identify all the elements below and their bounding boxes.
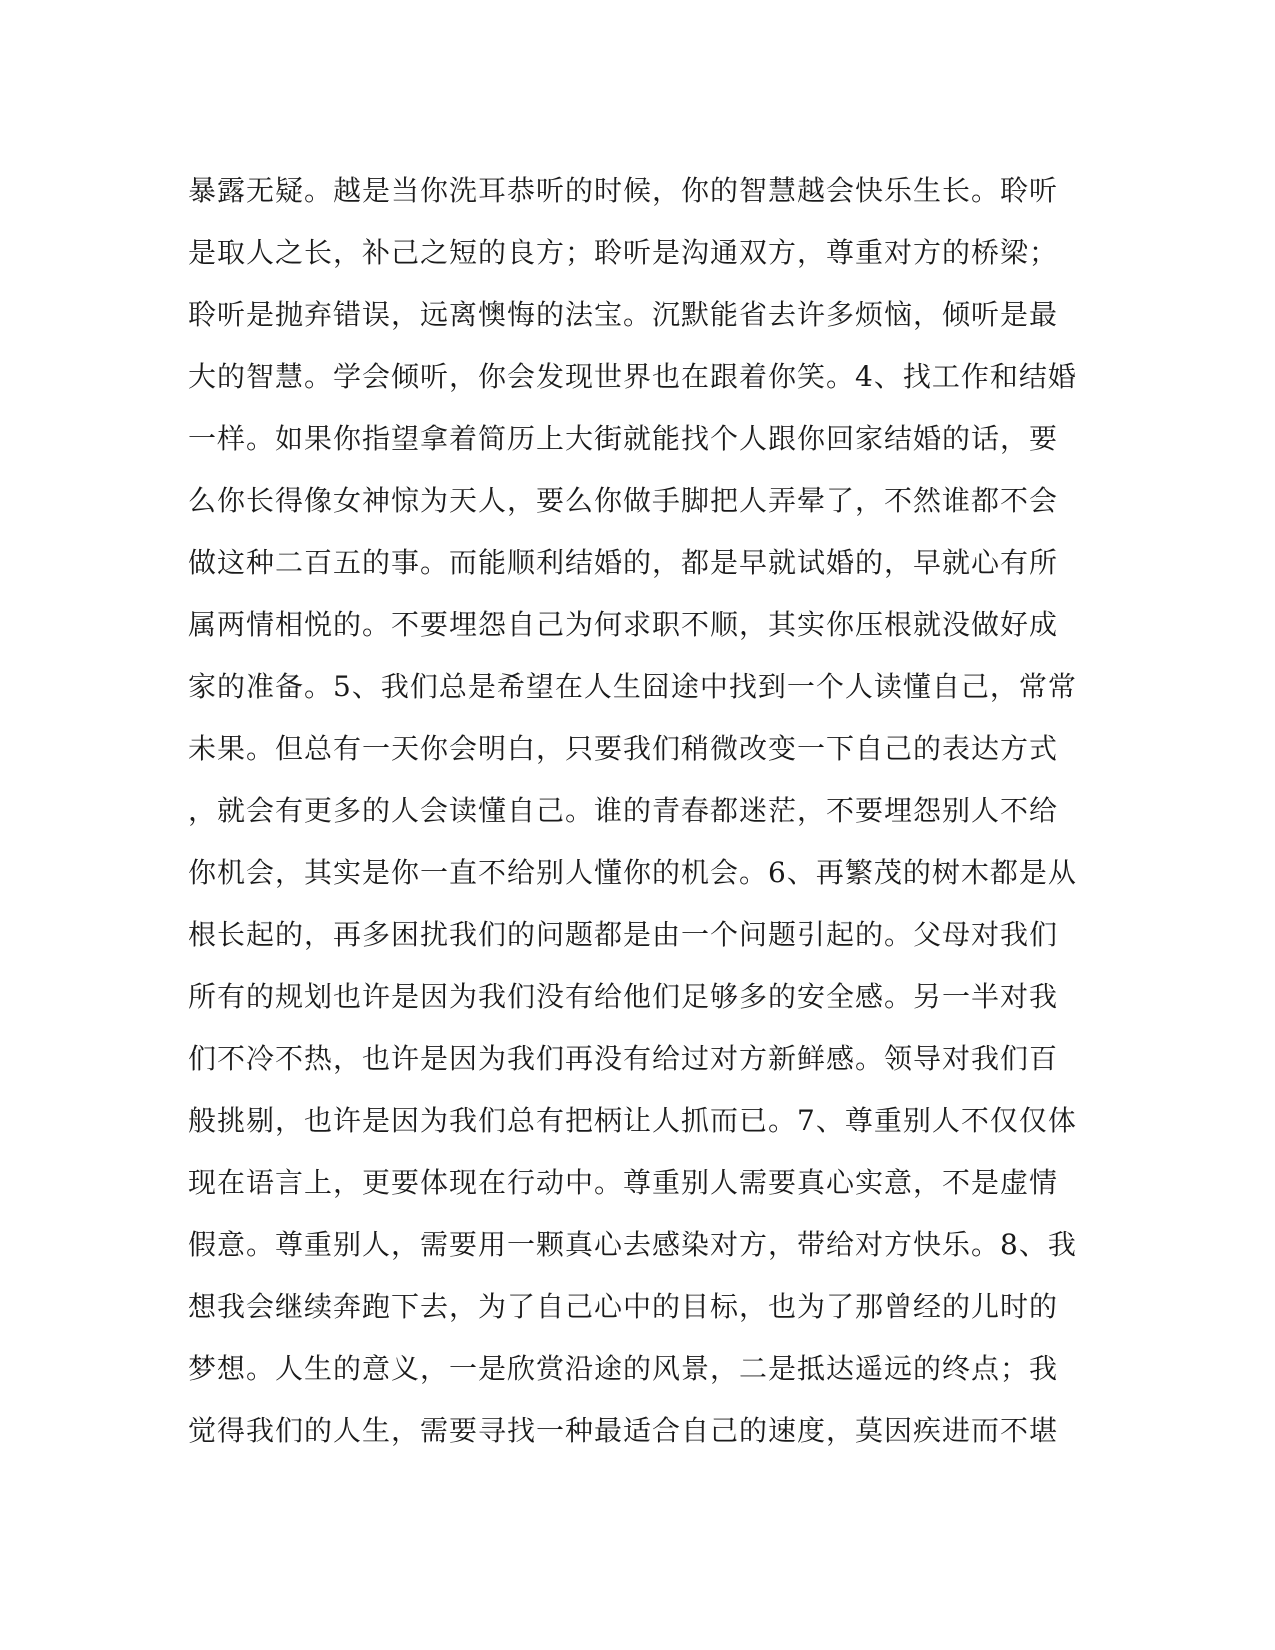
text-line: 做这种二百五的事。而能顺利结婚的，都是早就试婚的，早就心有所 bbox=[188, 546, 1059, 579]
text-line: 假意。尊重别人，需要用一颗真心去感染对方，带给对方快乐。8、我 bbox=[188, 1228, 1077, 1261]
text-line: 你机会，其实是你一直不给别人懂你的机会。6、再繁茂的树木都是从 bbox=[188, 856, 1077, 889]
text-line: 梦想。人生的意义，一是欣赏沿途的风景，二是抵达遥远的终点；我 bbox=[188, 1352, 1059, 1385]
text-line: 想我会继续奔跑下去，为了自己心中的目标，也为了那曾经的儿时的 bbox=[188, 1290, 1059, 1323]
text-line: 们不冷不热，也许是因为我们再没有给过对方新鲜感。领导对我们百 bbox=[188, 1042, 1059, 1075]
text-line: 大的智慧。学会倾听，你会发现世界也在跟着你笑。4、找工作和结婚 bbox=[188, 360, 1077, 393]
text-line: 觉得我们的人生，需要寻找一种最适合自己的速度，莫因疾进而不堪 bbox=[188, 1414, 1059, 1447]
text-line: 聆听是抛弃错误，远离懊悔的法宝。沉默能省去许多烦恼，倾听是最 bbox=[188, 298, 1059, 331]
text-line: 是取人之长，补己之短的良方；聆听是沟通双方，尊重对方的桥梁； bbox=[188, 236, 1059, 269]
text-line: ，就会有更多的人会读懂自己。谁的青春都迷茫，不要埋怨别人不给 bbox=[188, 794, 1059, 827]
text-line: 未果。但总有一天你会明白，只要我们稍微改变一下自己的表达方式 bbox=[188, 732, 1059, 765]
body-text bbox=[188, 160, 1088, 1462]
text-line: 暴露无疑。越是当你洗耳恭听的时候，你的智慧越会快乐生长。聆听 bbox=[188, 174, 1059, 207]
text-line: 所有的规划也许是因为我们没有给他们足够多的安全感。另一半对我 bbox=[188, 980, 1059, 1013]
text-line: 般挑剔，也许是因为我们总有把柄让人抓而已。7、尊重别人不仅仅体 bbox=[188, 1104, 1077, 1137]
text-line: 家的准备。5、我们总是希望在人生囧途中找到一个人读懂自己，常常 bbox=[188, 670, 1077, 703]
text-line: 根长起的，再多困扰我们的问题都是由一个问题引起的。父母对我们 bbox=[188, 918, 1059, 951]
text-line: 属两情相悦的。不要埋怨自己为何求职不顺，其实你压根就没做好成 bbox=[188, 608, 1059, 641]
text-line: 现在语言上，更要体现在行动中。尊重别人需要真心实意，不是虚情 bbox=[188, 1166, 1059, 1199]
text-line: 一样。如果你指望拿着简历上大街就能找个人跟你回家结婚的话，要 bbox=[188, 422, 1059, 455]
text-line: 么你长得像女神惊为天人，要么你做手脚把人弄晕了，不然谁都不会 bbox=[188, 484, 1059, 517]
